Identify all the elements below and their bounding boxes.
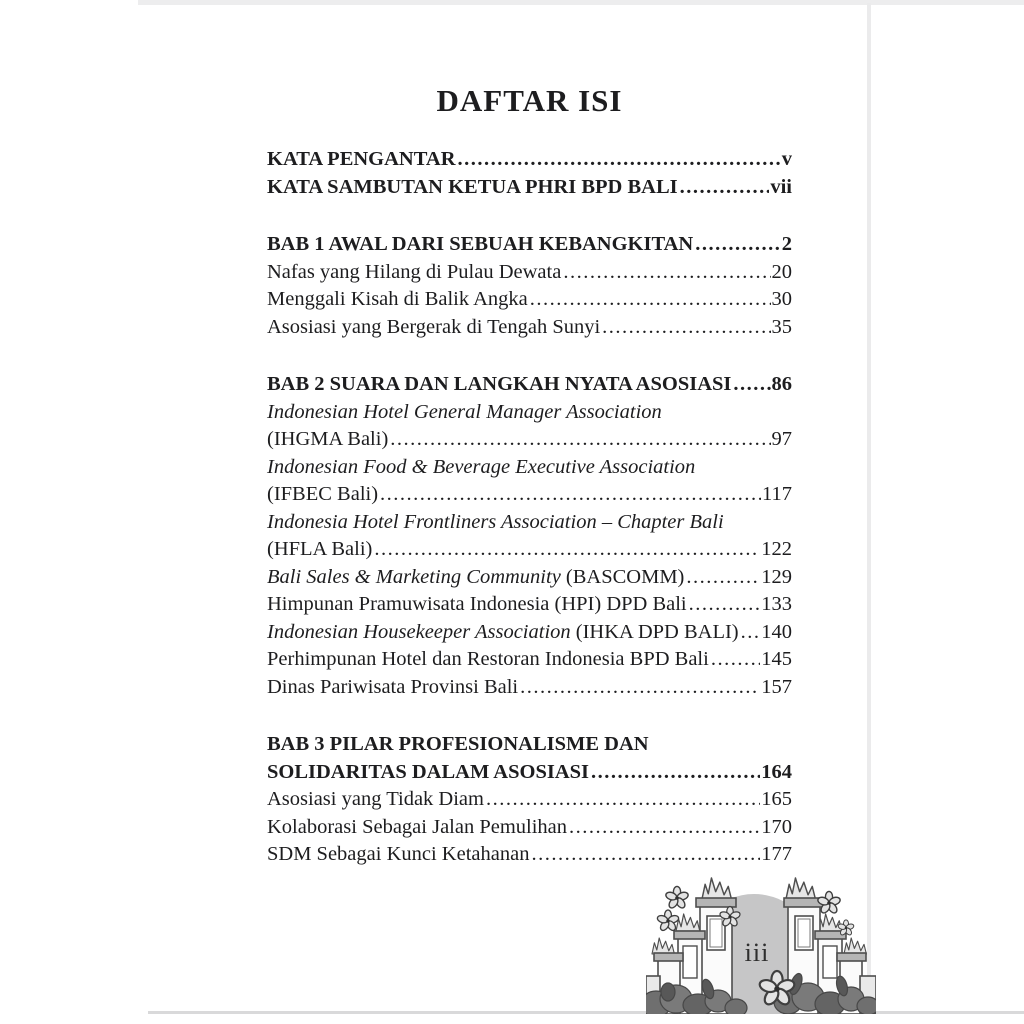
dot-leader bbox=[686, 564, 760, 592]
toc-page-number: 2 bbox=[781, 233, 792, 255]
dot-leader bbox=[733, 371, 770, 399]
page-top-edge bbox=[138, 0, 1024, 5]
toc-page-number: 140 bbox=[761, 620, 792, 643]
toc-row bbox=[267, 536, 792, 564]
toc-row bbox=[267, 759, 792, 787]
toc-row bbox=[267, 646, 792, 674]
toc-entry-label: BAB 2 SUARA DAN LANGKAH NYATA ASOSIASI bbox=[267, 373, 732, 395]
toc-entry-label: Indonesian Housekeeper Association (IHKA DPD BALI) bbox=[267, 620, 739, 643]
toc-entry-label: Kolaborasi Sebagai Jalan Pemulihan bbox=[267, 815, 568, 838]
dot-leader bbox=[520, 674, 760, 702]
page-right-edge bbox=[867, 3, 871, 1012]
toc-group bbox=[267, 731, 792, 869]
toc-entry-label: BAB 3 PILAR PROFESIONALISME DAN bbox=[267, 733, 649, 755]
toc-entry-label: BAB 1 AWAL DARI SEBUAH KEBANGKITAN bbox=[267, 233, 694, 255]
toc-page-number: 117 bbox=[762, 483, 792, 505]
dot-leader bbox=[531, 841, 760, 869]
toc-entry-label: (HFLA Bali) bbox=[267, 538, 373, 560]
dot-leader bbox=[530, 286, 771, 314]
dot-leader bbox=[591, 759, 760, 787]
toc-row bbox=[267, 259, 792, 287]
toc-entry-label: KATA SAMBUTAN KETUA PHRI BPD BALI bbox=[267, 175, 678, 198]
toc-row bbox=[267, 564, 792, 592]
dot-leader bbox=[741, 619, 761, 647]
dot-leader bbox=[602, 314, 770, 342]
toc-page-number: 133 bbox=[761, 593, 792, 615]
dot-leader bbox=[695, 231, 781, 259]
toc-row bbox=[267, 231, 792, 259]
toc-row bbox=[267, 454, 792, 482]
dot-leader bbox=[680, 174, 770, 202]
toc-row bbox=[267, 481, 792, 509]
toc-row bbox=[267, 619, 792, 647]
toc-page-number: vii bbox=[770, 175, 792, 198]
toc-entry-label: Perhimpunan Hotel dan Restoran Indonesia BPD Bali bbox=[267, 648, 709, 670]
toc-entry-label: SOLIDARITAS DALAM ASOSIASI bbox=[267, 760, 590, 783]
toc-row bbox=[267, 786, 792, 814]
toc-row bbox=[267, 371, 792, 399]
toc-page-number: 145 bbox=[761, 648, 792, 670]
toc-entry-label: Bali Sales & Marketing Community (BASCOMM) bbox=[267, 565, 685, 588]
toc-page-number: 35 bbox=[771, 315, 792, 338]
dot-leader bbox=[689, 591, 761, 619]
toc-page-number: 164 bbox=[761, 760, 792, 783]
toc-entry-label: Himpunan Pramuwisata Indonesia (HPI) DPD Bali bbox=[267, 593, 687, 615]
toc-page-number: 86 bbox=[771, 373, 792, 395]
dot-leader bbox=[486, 786, 760, 814]
toc-row bbox=[267, 509, 792, 537]
toc-page-number: 157 bbox=[761, 675, 792, 698]
toc-entry-label: SDM Sebagai Kunci Ketahanan bbox=[267, 843, 530, 865]
toc-page-number: v bbox=[781, 148, 792, 170]
toc-row bbox=[267, 731, 792, 759]
toc-row bbox=[267, 146, 792, 174]
toc-entry-label: Dinas Pariwisata Provinsi Bali bbox=[267, 675, 519, 698]
toc-entry-label: Menggali Kisah di Balik Angka bbox=[267, 288, 528, 310]
toc-group bbox=[267, 371, 792, 701]
toc-row bbox=[267, 591, 792, 619]
toc-entry-label: KATA PENGANTAR bbox=[267, 148, 456, 170]
folio-page-number: iii bbox=[744, 938, 770, 967]
toc-row bbox=[267, 399, 792, 427]
dot-leader bbox=[458, 146, 781, 174]
toc-row bbox=[267, 841, 792, 869]
toc-page-number: 20 bbox=[771, 260, 792, 283]
toc-page-number: 177 bbox=[761, 843, 792, 865]
toc-group bbox=[267, 146, 792, 201]
toc-page-number: 97 bbox=[771, 428, 792, 450]
toc-page-number: 170 bbox=[761, 815, 792, 838]
dot-leader bbox=[563, 259, 770, 287]
toc-group bbox=[267, 231, 792, 341]
toc-page-number: 165 bbox=[761, 788, 792, 810]
dot-leader bbox=[569, 814, 760, 842]
toc-row bbox=[267, 174, 792, 202]
toc-entry-label: Nafas yang Hilang di Pulau Dewata bbox=[267, 260, 562, 283]
toc-list bbox=[267, 146, 792, 899]
toc-row bbox=[267, 286, 792, 314]
toc-entry-label: Asosiasi yang Bergerak di Tengah Sunyi bbox=[267, 315, 601, 338]
dot-leader bbox=[374, 536, 760, 564]
toc-entry-label: Asosiasi yang Tidak Diam bbox=[267, 788, 484, 810]
dot-leader bbox=[711, 646, 760, 674]
page-title: DAFTAR ISI bbox=[436, 83, 623, 118]
toc-page-number: 122 bbox=[761, 538, 792, 560]
toc-entry-label: (IHGMA Bali) bbox=[267, 428, 389, 450]
toc-entry-label: Indonesian Food & Beverage Executive Association bbox=[267, 455, 696, 478]
toc-entry-label: Indonesian Hotel General Manager Association bbox=[267, 400, 662, 423]
page-bottom-edge bbox=[148, 1011, 1024, 1014]
toc-row bbox=[267, 814, 792, 842]
toc-entry-label: (IFBEC Bali) bbox=[267, 483, 379, 505]
toc-entry-label: Indonesia Hotel Frontliners Association – Chapter Bali bbox=[267, 510, 724, 533]
dot-leader bbox=[390, 426, 770, 454]
toc-page-number: 30 bbox=[771, 288, 792, 310]
toc-row bbox=[267, 314, 792, 342]
dot-leader bbox=[380, 481, 761, 509]
toc-page-number: 129 bbox=[761, 565, 792, 588]
toc-row bbox=[267, 674, 792, 702]
toc-row bbox=[267, 426, 792, 454]
